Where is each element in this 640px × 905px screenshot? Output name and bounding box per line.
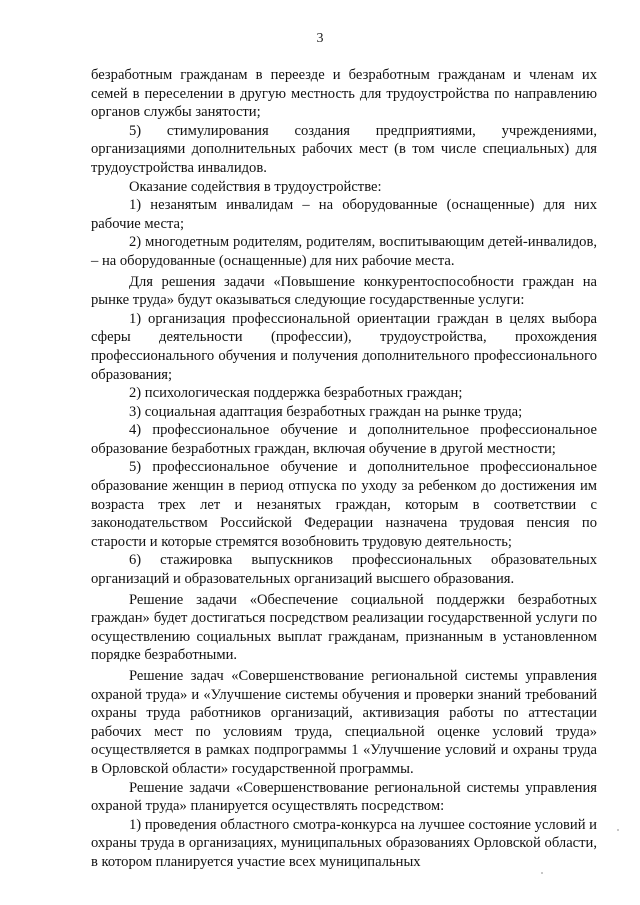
paragraph-vocational-guidance: 1) организация профессиональной ориентации граждан в целях выбора сферы деятельности (профессии), трудоустройства, прохождения профессионального обучения и получения дополнительного профессионального образования; <box>91 310 597 383</box>
paragraph-labor-protection-means: Решение задачи «Совершенствование региональной системы управления охраной труда» планируется осуществлять посредством: <box>91 779 597 815</box>
paragraph-disabled-persons: 1) незанятым инвалидам – на оборудованные (оснащенные) для них рабочие места; <box>91 197 597 232</box>
page-number: 3 <box>316 31 324 46</box>
paragraph-relocation-assistance: безработным гражданам в переезде и безработным гражданам и членам их семей в переселении в другую местность для трудоустройства по направлению органов службы занятости; <box>91 67 597 121</box>
paragraph-job-creation-stimulus: 5) стимулирования создания предприятиями, учреждениями, организациями дополнительных рабочих мест (в том числе специальных) для трудоустройства инвалидов. <box>91 122 597 176</box>
paragraph-training-women: 5) профессиональное обучение и дополнительное профессиональное образование женщин в период отпуска по уходу за ребенком до достижения им возраста трех лет и незанятых граждан, которым в соответствии с законодательством Российской Федерации назначена трудовая пенсия по старости и которые стремятся возобновить трудовую деятельность; <box>91 459 597 550</box>
paragraph-psychological-support: 2) психологическая поддержка безработных граждан; <box>129 385 463 402</box>
scan-speck <box>617 829 619 831</box>
paragraph-large-families: 2) многодетным родителям, родителям, воспитывающим детей-инвалидов, – на оборудованные (оснащенные) для них рабочие места. <box>91 234 597 269</box>
paragraph-social-support-task: Решение задачи «Обеспечение социальной поддержки безработных граждан» будет достигаться посредством реализации государственной услуги по осуществлению социальных выплат гражданам, признанным в установленном порядке безработными. <box>91 591 597 664</box>
paragraph-internship-graduates: 6) стажировка выпускников профессиональных образовательных организаций и образовательных организаций высшего образования. <box>91 552 597 588</box>
paragraph-employment-assistance-heading: Оказание содействия в трудоустройстве: <box>129 178 382 195</box>
paragraph-professional-training: 4) профессиональное обучение и дополнительное профессиональное образование безработных граждан, включая обучение в другой местности; <box>91 422 597 457</box>
paragraph-social-adaptation: 3) социальная адаптация безработных граждан на рынке труда; <box>129 403 523 420</box>
paragraph-labor-protection-tasks: Решение задач «Совершенствование региональной системы управления охраной труда» и «Улучшение системы обучения и проверки знаний требований охраны труда работников организаций, активизация работы по аттестации рабочих мест по условиям труда, специальной оценке условий труда» осуществляется в рамках подпрограммы 1 «Улучшение условий и охраны труда в Орловской области» государственной программы. <box>91 668 597 777</box>
paragraph-regional-contest: 1) проведения областного смотра-конкурса на лучшее состояние условий и охраны труда в организациях, муниципальных образованиях Орловской области, в котором планируется участие всех муниципальных <box>91 816 597 870</box>
scan-speck <box>541 872 543 874</box>
paragraph-competitiveness-task: Для решения задачи «Повышение конкурентоспособности граждан на рынке труда» будут оказываться следующие государственные услуги: <box>91 273 597 309</box>
document-body <box>91 66 597 872</box>
